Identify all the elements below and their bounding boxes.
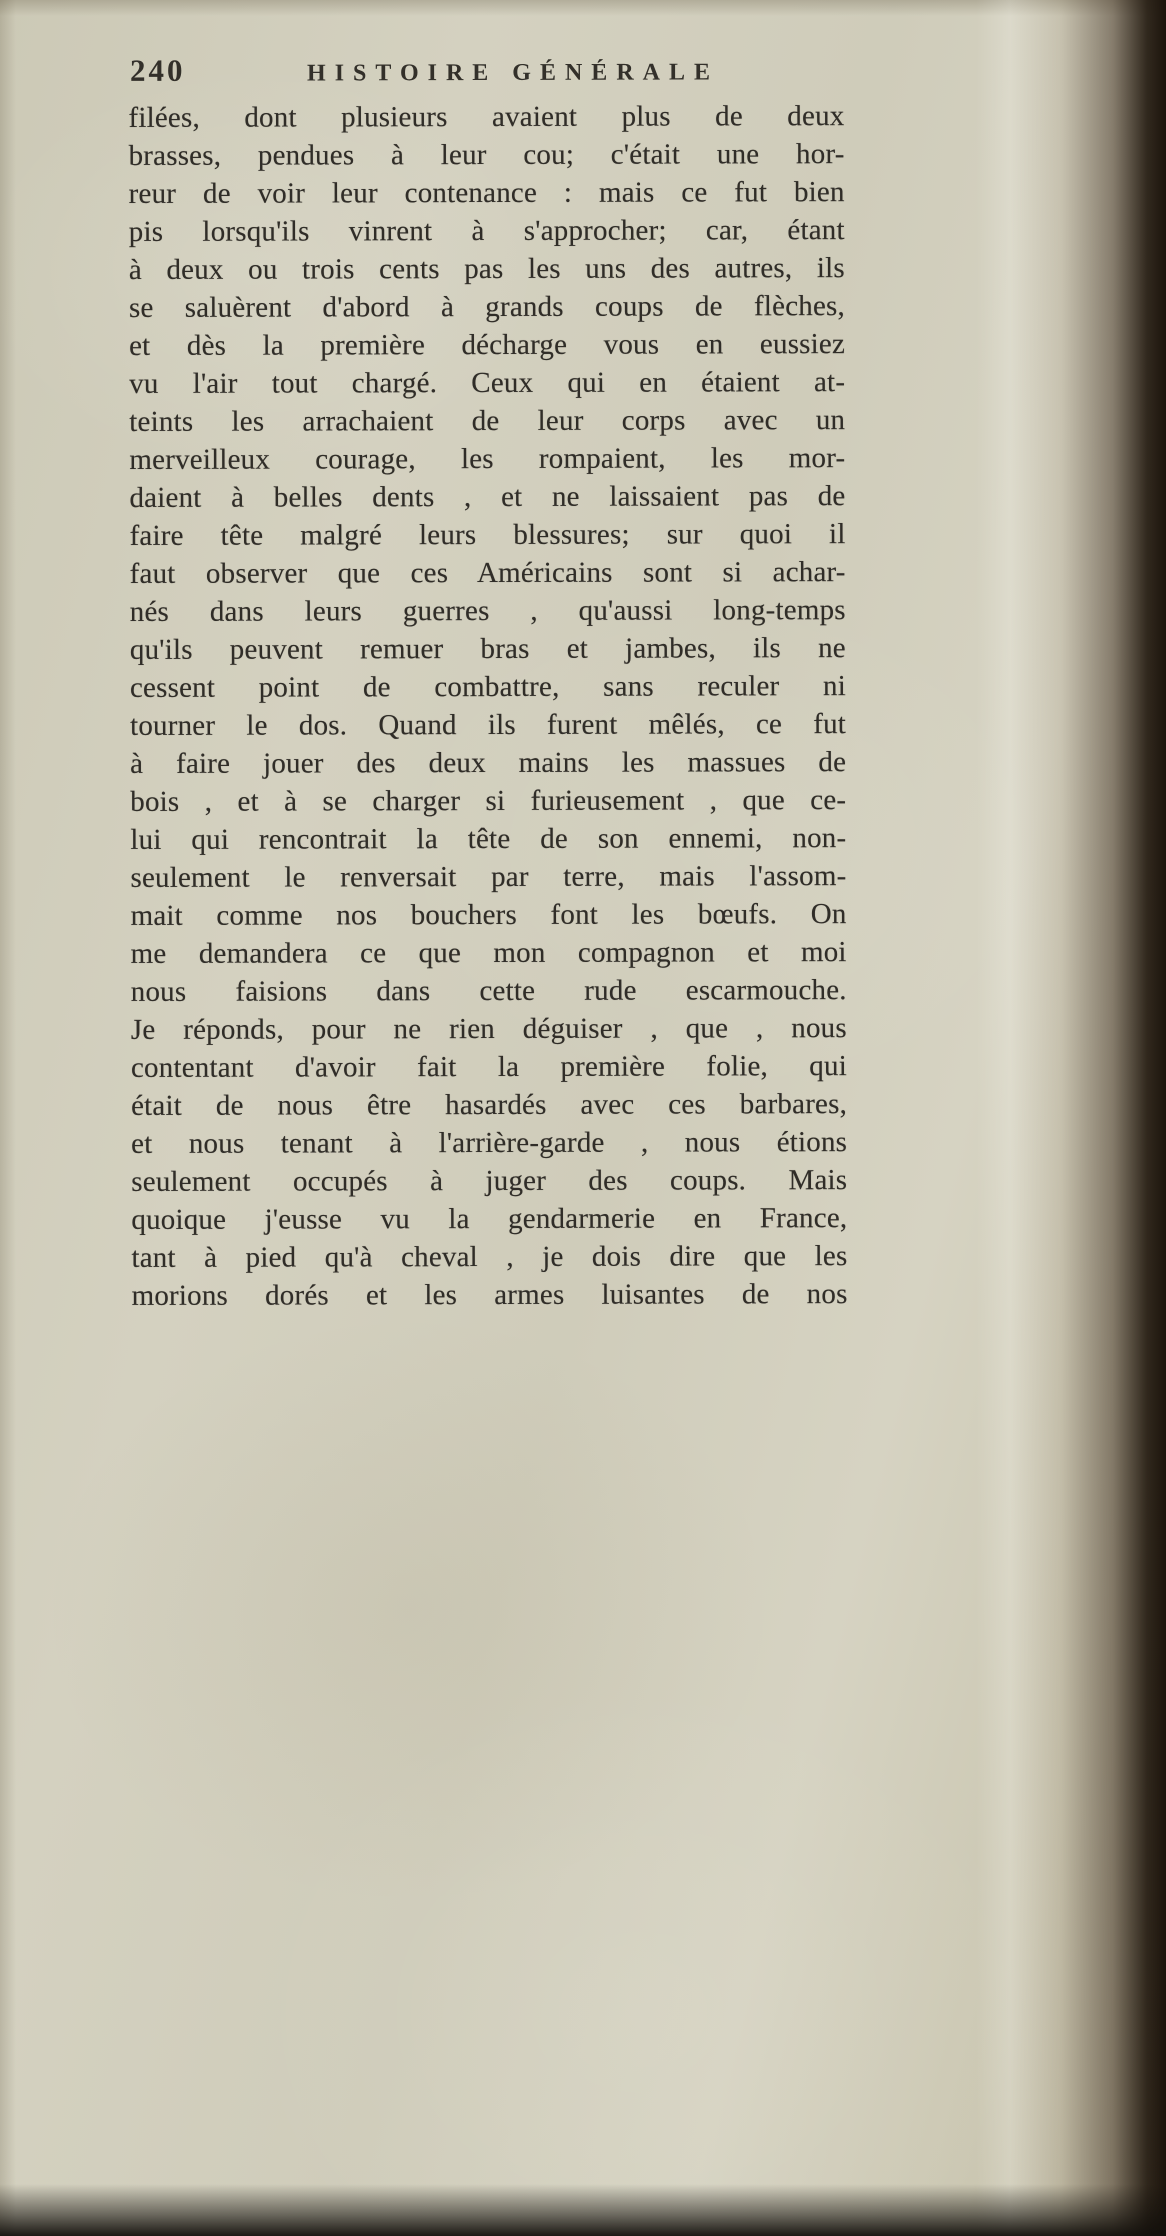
text-line: et dès la première décharge vous en eussiez [129,328,846,362]
text-line: filées, dont plusieurs avaient plus de deux [128,100,845,134]
text-line: seulement le renversait par terre, mais l'assom- [130,860,847,894]
top-edge-shadow [0,0,1166,16]
text-line: nous faisions dans cette rude escarmouche. [130,974,847,1008]
text-line: se saluèrent d'abord à grands coups de flèches, [128,290,845,324]
left-edge-shadow [0,0,16,2236]
text-line: merveilleux courage, les rompaient, les mor- [129,442,846,476]
text-line: à faire jouer des deux mains les massues de [130,746,847,780]
text-line: était de nous être hasardés avec ces barbares, [131,1088,848,1122]
text-line: lui qui rencontrait la tête de son ennemi, non- [130,822,847,856]
text-line: faut observer que ces Américains sont si achar- [129,556,846,590]
text-line: me demandera ce que mon compagnon et moi [130,936,847,970]
page-number: 240 [129,52,186,88]
text-line: seulement occupés à juger des coups. Mais [131,1164,848,1198]
text-line: mait comme nos bouchers font les bœufs. On [130,898,847,932]
text-line: à deux ou trois cents pas les uns des autres, ils [128,252,845,286]
text-line: contentant d'avoir fait la première folie, qui [130,1050,847,1084]
book-gutter-shadow [976,0,1166,2236]
text-line: pis lorsqu'ils vinrent à s'approcher; car, étant [128,214,845,248]
text-line: tourner le dos. Quand ils furent mêlés, ce fut [130,708,847,742]
text-line: Je réponds, pour ne rien déguiser , que , nous [130,1012,847,1046]
text-line: quoique j'eusse vu la gendarmerie en France, [131,1202,848,1236]
text-line: faire tête malgré leurs blessures; sur quoi il [129,518,846,552]
text-line: daient à belles dents , et ne laissaient pas de [129,480,846,514]
text-block [128,97,847,1315]
text-line: et nous tenant à l'arrière-garde , nous étions [131,1126,848,1160]
text-line: vu l'air tout chargé. Ceux qui en étaient at- [129,366,846,400]
text-line: brasses, pendues à leur cou; c'était une hor- [128,138,845,172]
bottom-edge-shadow [0,2184,1166,2236]
running-title: HISTOIRE GÉNÉRALE [306,59,720,87]
text-line: qu'ils peuvent remuer bras et jambes, ils ne [129,632,846,666]
text-line: reur de voir leur contenance : mais ce fut bien [128,176,845,210]
text-line: teints les arrachaient de leur corps avec un [129,404,846,438]
text-line: tant à pied qu'à cheval , je dois dire que les [131,1240,848,1274]
text-line: cessent point de combattre, sans reculer ni [129,670,846,704]
page-header [130,51,846,89]
text-line: nés dans leurs guerres , qu'aussi long-temps [129,594,846,628]
text-line: bois , et à se charger si furieusement , que ce- [130,784,847,818]
text-line: morions dorés et les armes luisantes de nos [131,1278,848,1312]
